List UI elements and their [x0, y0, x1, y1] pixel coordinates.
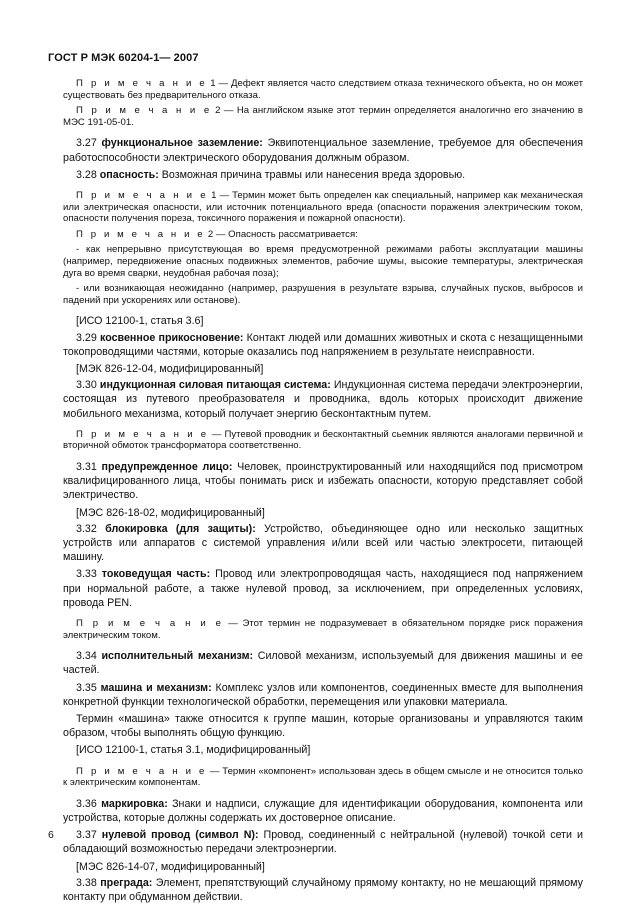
note-live-part: [63, 618, 583, 641]
term-definition: Возможная причина травмы или нанесения вреда здоровью.: [158, 168, 466, 181]
term-definition: Индукционная система передачи электроэнергии, состоящая из путевого преобразователя и проводника, вдоль которых происходит движение мобильного механизма, который получает энергию бесконтактным путем.: [63, 379, 583, 420]
term-3-30: [63, 378, 583, 421]
note-text: — Путевой проводник и бесконтактный сьемник являются аналогами первичной и вторичной обмоток трансформатора соответственно.: [63, 428, 583, 452]
note-text: 1 — Дефект является часто следствием отказа технического объекта, но он может существовать без предварительного отказа.: [63, 78, 583, 101]
note-label: П р и м е ч а н и е: [76, 765, 207, 777]
term-definition: Знаки и надписи, служащие для идентификации оборудования, компонента или устройства, которые должны содержать их достоверное описание.: [63, 797, 583, 824]
term-number: 3.29: [76, 331, 100, 344]
term-number: 3.32: [76, 522, 106, 535]
term-definition: Контакт людей или домашних животных и скота с незащищенными токопроводящими частями, которые оказались под напряжением в результате неисправности.: [63, 331, 583, 358]
note-text: 2 — Опасность рассматривается:: [205, 228, 358, 240]
term-number: 3.30: [76, 379, 100, 392]
term-number: 3.35: [76, 681, 101, 694]
term-3-32: [63, 522, 583, 565]
note-hazard-bullet-1: - как непрерывно присутствующая во время предусмотренной режимами работы эксплуатации машины (например, передвижение опасных подвижных элементов, рабочие шумы, высокие температуры, электрическая дуга во время сварки, неудобная рабочая поза);: [63, 244, 583, 279]
note-text: — Термин «компонент» использован здесь в общем смысле и не относится только к электрическим компонентам.: [63, 765, 583, 789]
term-number: 3.28: [76, 168, 100, 181]
term-name: исполнительный механизм:: [101, 650, 254, 663]
note-defect-2: [63, 105, 583, 128]
term-number: 3.37: [76, 829, 102, 842]
term-number: 3.34: [76, 650, 102, 663]
term-3-38: [63, 876, 583, 904]
term-3-35-continuation: Термин «машина» также относится к группе машин, которые организованы и управляются таким образом, чтобы выполнять общую функцию.: [63, 712, 583, 740]
note-text: 2 — На английском языке этот термин определяется аналогично его значению в МЭС 191-05-01.: [63, 105, 583, 128]
note-text: — Этот термин не подразумевает в обязательном порядке риск поражения электрическим током.: [63, 617, 583, 641]
page-number: 6: [48, 829, 54, 841]
term-name: машина и механизм:: [100, 681, 212, 694]
term-definition: Комплекс узлов или компонентов, соединенных вместе для выполнения конкретной функции технологической обработки, перемещения или упаковки материала.: [63, 681, 583, 708]
term-name: косвенное прикосновение:: [100, 331, 244, 344]
note-induction: [63, 429, 583, 452]
note-label: П р и м е ч а н и е: [76, 105, 212, 117]
reference-iso-3-1: [ИСО 12100-1, статья 3.1, модифицированный]: [76, 744, 311, 757]
note-label: П р и м е ч а н и е: [76, 228, 206, 240]
reference-mes-826-14-07: [МЭС 826-14-07, модифицированный]: [76, 860, 265, 873]
term-3-33: [63, 567, 583, 610]
note-component: [63, 766, 583, 789]
term-definition: Провод или электропроводящая часть, находящиеся под напряжением при нормальной работе, а также нулевой провод, за исключением, при определенных условиях, провода PEN.: [63, 568, 583, 609]
term-definition: Человек, проинструктированный или находящийся под присмотром квалифицированного лица, чтобы понимать риск и избежать опасности, которую представляет собой электричество.: [63, 460, 583, 502]
note-defect-1: [63, 78, 583, 101]
term-name: преграда:: [100, 876, 153, 889]
term-name: нулевой провод (символ N):: [101, 829, 259, 842]
note-label: П р и м е ч а н и е: [76, 78, 208, 89]
note-text: 1 — Термин может быть определен как специальный, например как механическая или электрическая опасности, или источник потенциального вреда (опасности поражения электрическим током, опасности получения пореза, токсичного поражения и пожарной опасности).: [63, 189, 583, 225]
term-definition: Эквипотенциальное заземление, требуемое для обеспечения работоспособности электрического оборудования должным образом.: [63, 137, 583, 164]
reference-mek-826-12-04: [МЭК 826-12-04, модифицированный]: [76, 362, 264, 375]
term-number: 3.31: [76, 460, 102, 473]
term-name: токоведущая часть:: [101, 568, 211, 581]
term-3-27: [63, 136, 583, 164]
term-name: маркировка:: [101, 797, 168, 810]
reference-iso-3-6: [ИСО 12100-1, статья 3.6]: [76, 315, 204, 328]
term-definition: Провод, соединенный с нейтральной (нулевой) точкой сети и обладающий возможностью передачи электроэнергии.: [63, 829, 583, 856]
note-hazard-1: [63, 190, 583, 225]
reference-mes-826-18-02: [МЭС 826-18-02, модифицированный]: [76, 506, 265, 519]
term-definition: Силовой механизм, используемый для движения машины и ее частей.: [63, 650, 583, 677]
page-content: [63, 78, 583, 907]
page-header: ГОСТ Р МЭК 60204-1— 2007: [48, 52, 199, 64]
term-3-36: [63, 797, 583, 825]
term-number: 3.33: [76, 568, 102, 581]
term-number: 3.27: [76, 137, 102, 150]
term-3-37: [63, 828, 583, 856]
term-3-35: [63, 681, 583, 709]
term-name: предупрежденное лицо:: [101, 460, 233, 473]
term-definition: Устройство, объединяющее одно или несколько защитных устройств или аппаратов с системой управления и/или всей или частью электросети, питающей машину.: [63, 522, 583, 564]
note-hazard-bullet-2: - или возникающая неожиданно (например, разрушения в результате взрыва, случайных пусков, выбросов и падений при ускорениях или останове).: [63, 283, 583, 306]
term-number: 3.36: [76, 797, 102, 810]
note-label: П р и м е ч а н и е: [76, 617, 224, 629]
term-name: опасность:: [99, 168, 159, 181]
term-number: 3.38: [76, 876, 101, 889]
note-label: П р и м е ч а н и е: [76, 189, 209, 201]
term-name: функциональное заземление:: [101, 137, 263, 150]
note-hazard-2: [63, 229, 583, 241]
term-3-29: [63, 331, 583, 359]
term-3-34: [63, 649, 583, 677]
term-3-28: [63, 168, 583, 182]
note-label: П р и м е ч а н и е: [76, 428, 209, 440]
term-3-31: [63, 460, 583, 503]
term-name: блокировка (для защиты):: [105, 522, 256, 535]
term-definition: Элемент, препятствующий случайному прямому контакту, но не мешающий прямому контакту при обдуманном действии.: [63, 876, 583, 903]
term-name: индукционная силовая питающая система:: [99, 379, 331, 392]
